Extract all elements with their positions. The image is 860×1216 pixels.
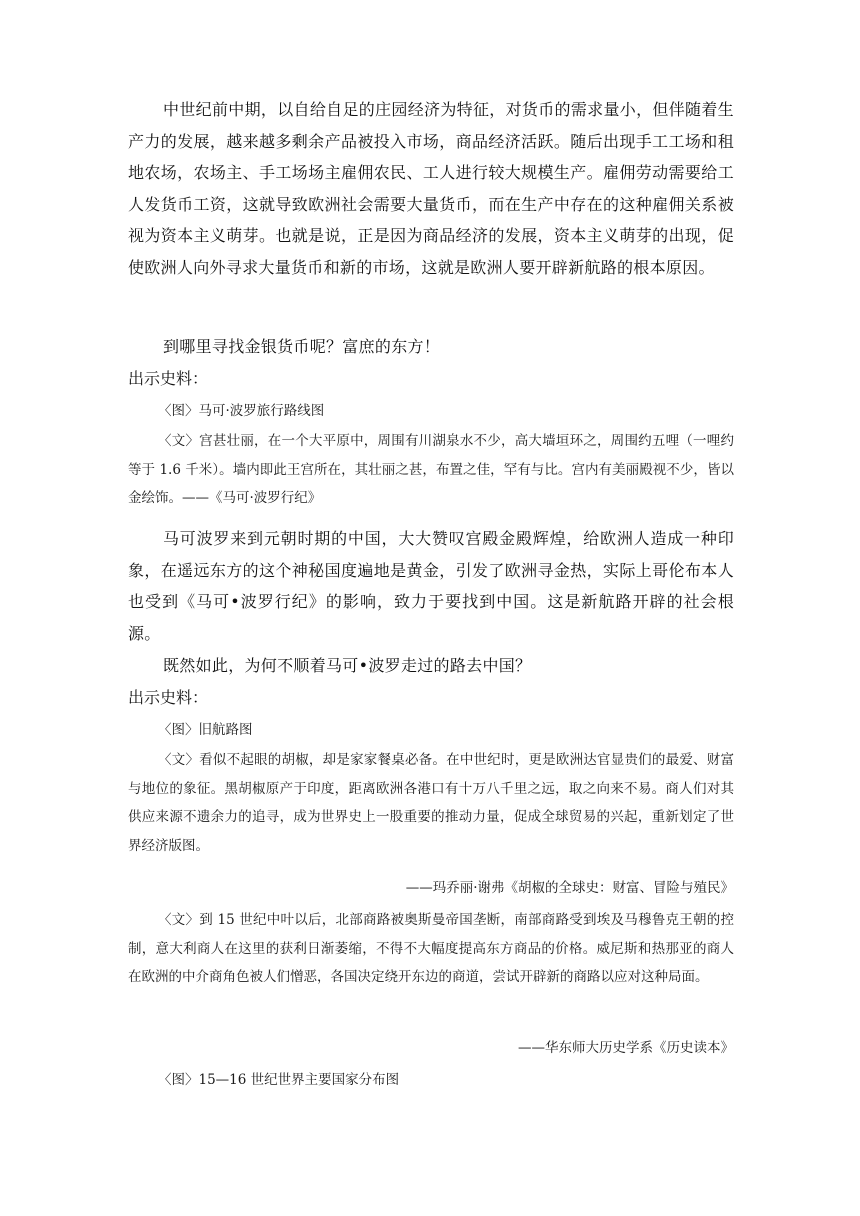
paragraph-marco-polo-impression: 马可波罗来到元朝时期的中国，大大赞叹宫殿金殿辉煌，给欧洲人造成一种印象，在遥远东方的这个神秘国度遍地是黄金，引发了欧洲寻金热，实际上哥伦布本人也受到《马可•波罗行纪》的影响，致力于要找到中国。这是新航路开辟的社会根源。	[128, 529, 734, 643]
source-text-pepper: 〈文〉看似不起眼的胡椒，却是家家餐桌必备。在中世纪时，更是欧洲达官显贵们的最爱、财富与地位的象征。黑胡椒原产于印度，距离欧洲各港口有十万八千里之远，取之向来不易。商人们对其供应来源不遗余力的追寻，成为世界史上一股重要的推动力量，促成全球贸易的兴起，重新划定了世界经济版图。	[128, 752, 734, 854]
figure-tag-marco-polo-route: 〈图〉马可·波罗旅行路线图	[158, 403, 325, 419]
paragraph-question-route: 既然如此，为何不顺着马可•波罗走过的路去中国？	[163, 656, 532, 675]
source-text-marco-polo: 〈文〉宫甚壮丽，在一个大平原中，周围有川湖泉水不少，高大墙垣环之，周围约五哩（一哩约等于 1.6 千米）。墙内即此王宫所在，其壮丽之甚，布置之佳，罕有与比。宫内有美丽殿视不少，皆以金绘饰。——《马可·波罗行纪》	[128, 433, 734, 506]
citation-history-reader: ——华东师大历史学系《历史读本》	[518, 1040, 734, 1056]
figure-tag-world-map: 〈图〉15—16 世纪世界主要国家分布图	[158, 1072, 400, 1088]
source-text-ottoman: 〈文〉到 15 世纪中叶以后，北部商路被奥斯曼帝国垄断，南部商路受到埃及马穆鲁克王朝的控制，意大利商人在这里的获利日渐萎缩，不得不大幅度提高东方商品的价格。威尼斯和热那亚的商人在欧洲的中介商角色被人们憎恶，各国决定绕开东边的商道，尝试开辟新的商路以应对这种局面。	[128, 912, 734, 985]
citation-pepper-history: ——玛乔丽·谢弗《胡椒的全球史：财富、冒险与殖民》	[405, 880, 734, 896]
source-label-1: 出示史料：	[128, 369, 209, 388]
paragraph-economic-cause: 中世纪前中期，以自给自足的庄园经济为特征，对货币的需求量小，但伴随着生产力的发展，越来越多剩余产品被投入市场，商品经济活跃。随后出现手工工场和租地农场，农场主、手工场场主雇佣农民、工人进行较大规模生产。雇佣劳动需要给工人发货币工资，这就导致欧洲社会需要大量货币，而在生产中存在的这种雇佣关系被视为资本主义萌芽。也就是说，正是因为商品经济的发展，资本主义萌芽的出现，促使欧洲人向外寻求大量货币和新的市场，这就是欧洲人要开辟新航路的根本原因。	[128, 100, 734, 277]
source-label-2: 出示史料：	[128, 688, 209, 707]
paragraph-question-east: 到哪里寻找金银货币呢？富庶的东方！	[163, 337, 441, 356]
figure-tag-old-route: 〈图〉旧航路图	[158, 722, 253, 738]
